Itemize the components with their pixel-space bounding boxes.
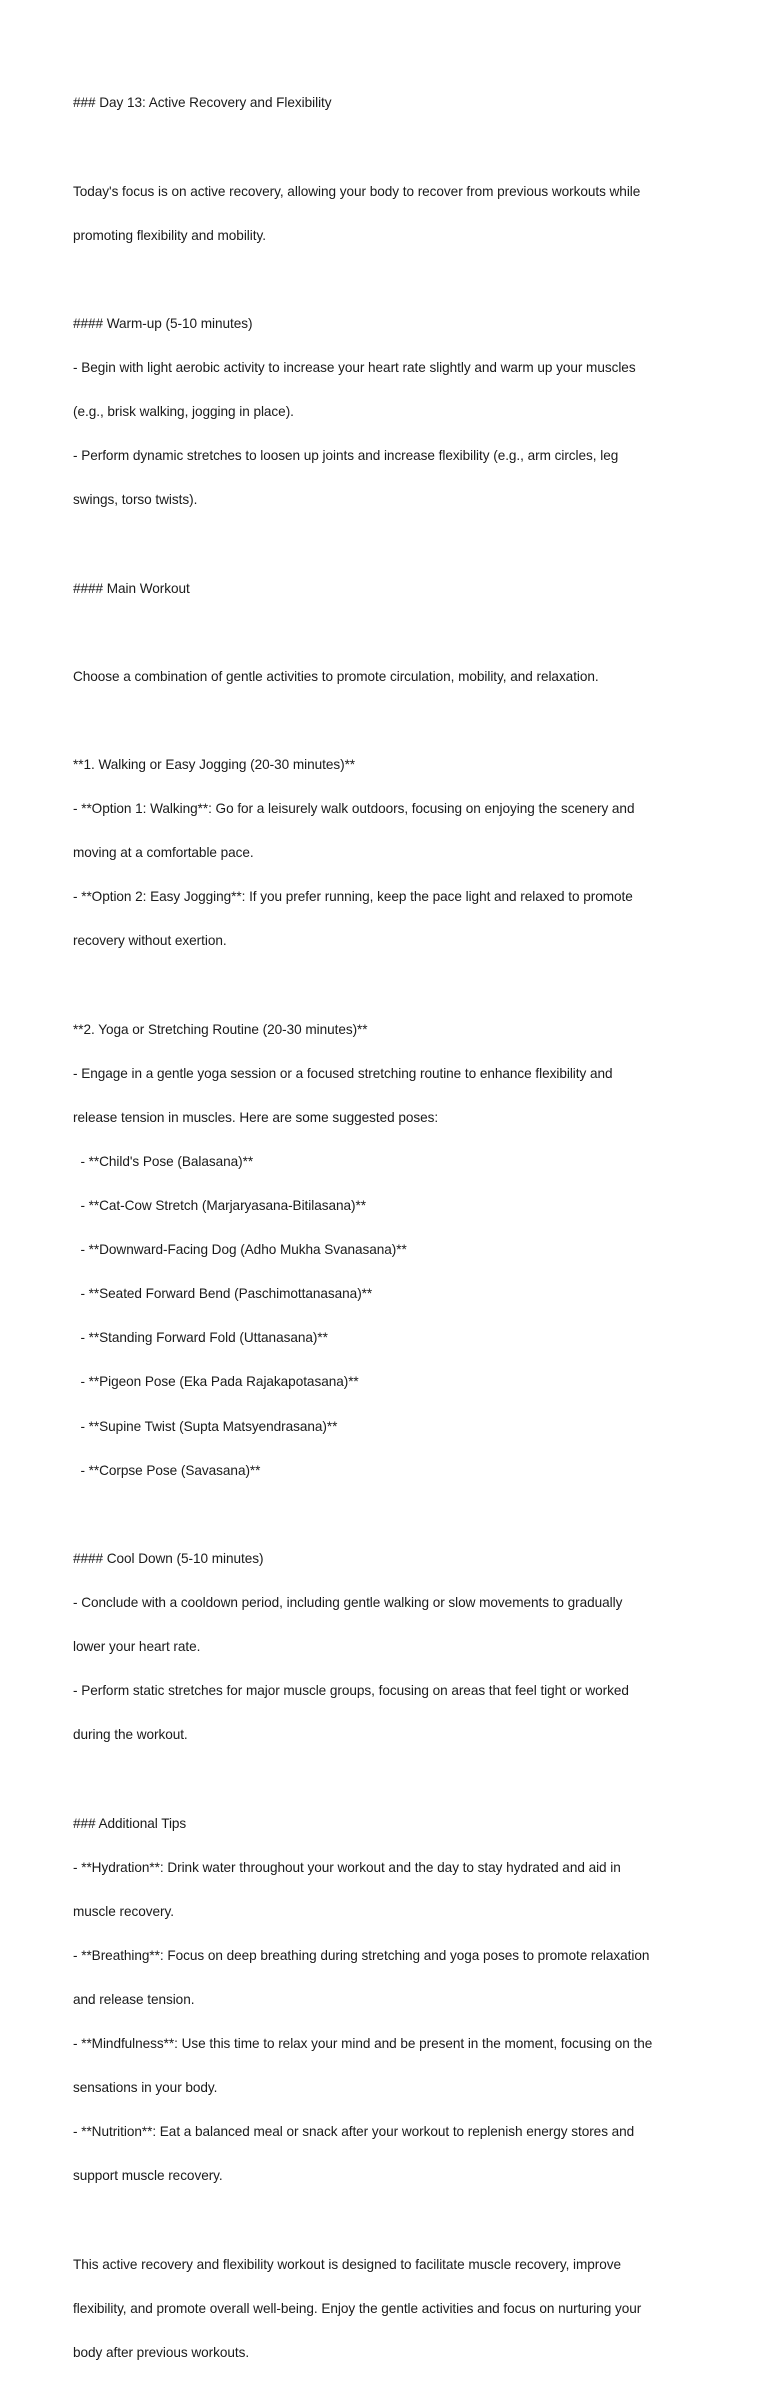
pose-item: - **Child's Pose (Balasana)**: [73, 1153, 254, 1169]
tip-line: and release tension.: [73, 1991, 195, 2007]
blank-line: [73, 979, 703, 994]
closing-line: body after previous workouts.: [73, 2344, 250, 2360]
pose-item: - **Seated Forward Bend (Paschimottanasana)**: [73, 1286, 373, 1302]
main-workout-heading: #### Main Workout: [73, 580, 190, 596]
document-body: [73, 67, 703, 2390]
blank-line: [73, 1508, 703, 1523]
pose-item: - **Corpse Pose (Savasana)**: [73, 1462, 261, 1478]
cooldown-heading: #### Cool Down (5-10 minutes): [73, 1550, 264, 1566]
warmup-line: (e.g., brisk walking, jogging in place).: [73, 404, 294, 420]
pose-item: - **Standing Forward Fold (Uttanasana)**: [73, 1330, 328, 1346]
tip-line: muscle recovery.: [73, 1903, 174, 1919]
yoga-line: release tension in muscles. Here are some suggested poses:: [73, 1109, 439, 1125]
tip-line: support muscle recovery.: [73, 2168, 223, 2184]
cooldown-line: - Conclude with a cooldown period, including gentle walking or slow movements to gradually: [73, 1595, 623, 1611]
cooldown-line: lower your heart rate.: [73, 1639, 201, 1655]
blank-line: [73, 626, 703, 641]
pose-item: - **Pigeon Pose (Eka Pada Rajakapotasana)**: [73, 1374, 359, 1390]
tips-heading: ### Additional Tips: [73, 1815, 187, 1831]
pose-item: - **Downward-Facing Dog (Adho Mukha Svanasana)**: [73, 1242, 407, 1258]
blank-line: [73, 141, 703, 156]
blank-line: [73, 273, 703, 288]
walking-section-heading: **1. Walking or Easy Jogging (20-30 minutes)**: [73, 756, 356, 772]
blank-line: [73, 2214, 703, 2229]
warmup-line: - Perform dynamic stretches to loosen up joints and increase flexibility (e.g., arm circles, leg: [73, 448, 619, 464]
walking-line: - **Option 1: Walking**: Go for a leisurely walk outdoors, focusing on enjoying the scenery and: [73, 801, 635, 817]
cooldown-line: during the workout.: [73, 1727, 188, 1743]
pose-item: - **Supine Twist (Supta Matsyendrasana)**: [73, 1418, 338, 1434]
walking-line: - **Option 2: Easy Jogging**: If you prefer running, keep the pace light and relaxed to promote: [73, 889, 633, 905]
tip-line: - **Mindfulness**: Use this time to relax your mind and be present in the moment, focusing on the: [73, 2036, 653, 2052]
warmup-heading: #### Warm-up (5-10 minutes): [73, 315, 253, 331]
walking-line: moving at a comfortable pace.: [73, 845, 254, 861]
closing-line: flexibility, and promote overall well-being. Enjoy the gentle activities and focus on nurturing your: [73, 2300, 642, 2316]
walking-line: recovery without exertion.: [73, 933, 227, 949]
cooldown-line: - Perform static stretches for major muscle groups, focusing on areas that feel tight or worked: [73, 1683, 629, 1699]
yoga-line: - Engage in a gentle yoga session or a focused stretching routine to enhance flexibility and: [73, 1065, 613, 1081]
yoga-section-heading: **2. Yoga or Stretching Routine (20-30 minutes)**: [73, 1021, 368, 1037]
day-heading: ### Day 13: Active Recovery and Flexibility: [73, 95, 332, 111]
blank-line: [73, 1772, 703, 1787]
warmup-line: - Begin with light aerobic activity to increase your heart rate slightly and warm up your muscles: [73, 360, 636, 376]
warmup-line: swings, torso twists).: [73, 492, 198, 508]
tip-line: - **Breathing**: Focus on deep breathing during stretching and yoga poses to promote relaxation: [73, 1947, 650, 1963]
blank-line: [73, 714, 703, 729]
blank-line: [73, 537, 703, 552]
tip-line: - **Hydration**: Drink water throughout your workout and the day to stay hydrated and aid in: [73, 1859, 621, 1875]
pose-item: - **Cat-Cow Stretch (Marjaryasana-Bitilasana)**: [73, 1198, 366, 1214]
closing-line: This active recovery and flexibility workout is designed to facilitate muscle recovery, improve: [73, 2256, 622, 2272]
intro-line: promoting flexibility and mobility.: [73, 227, 266, 243]
tip-line: - **Nutrition**: Eat a balanced meal or snack after your workout to replenish energy stores and: [73, 2124, 635, 2140]
main-workout-intro: Choose a combination of gentle activities to promote circulation, mobility, and relaxation.: [73, 668, 599, 684]
tip-line: sensations in your body.: [73, 2080, 218, 2096]
intro-line: Today's focus is on active recovery, allowing your body to recover from previous workouts while: [73, 183, 641, 199]
